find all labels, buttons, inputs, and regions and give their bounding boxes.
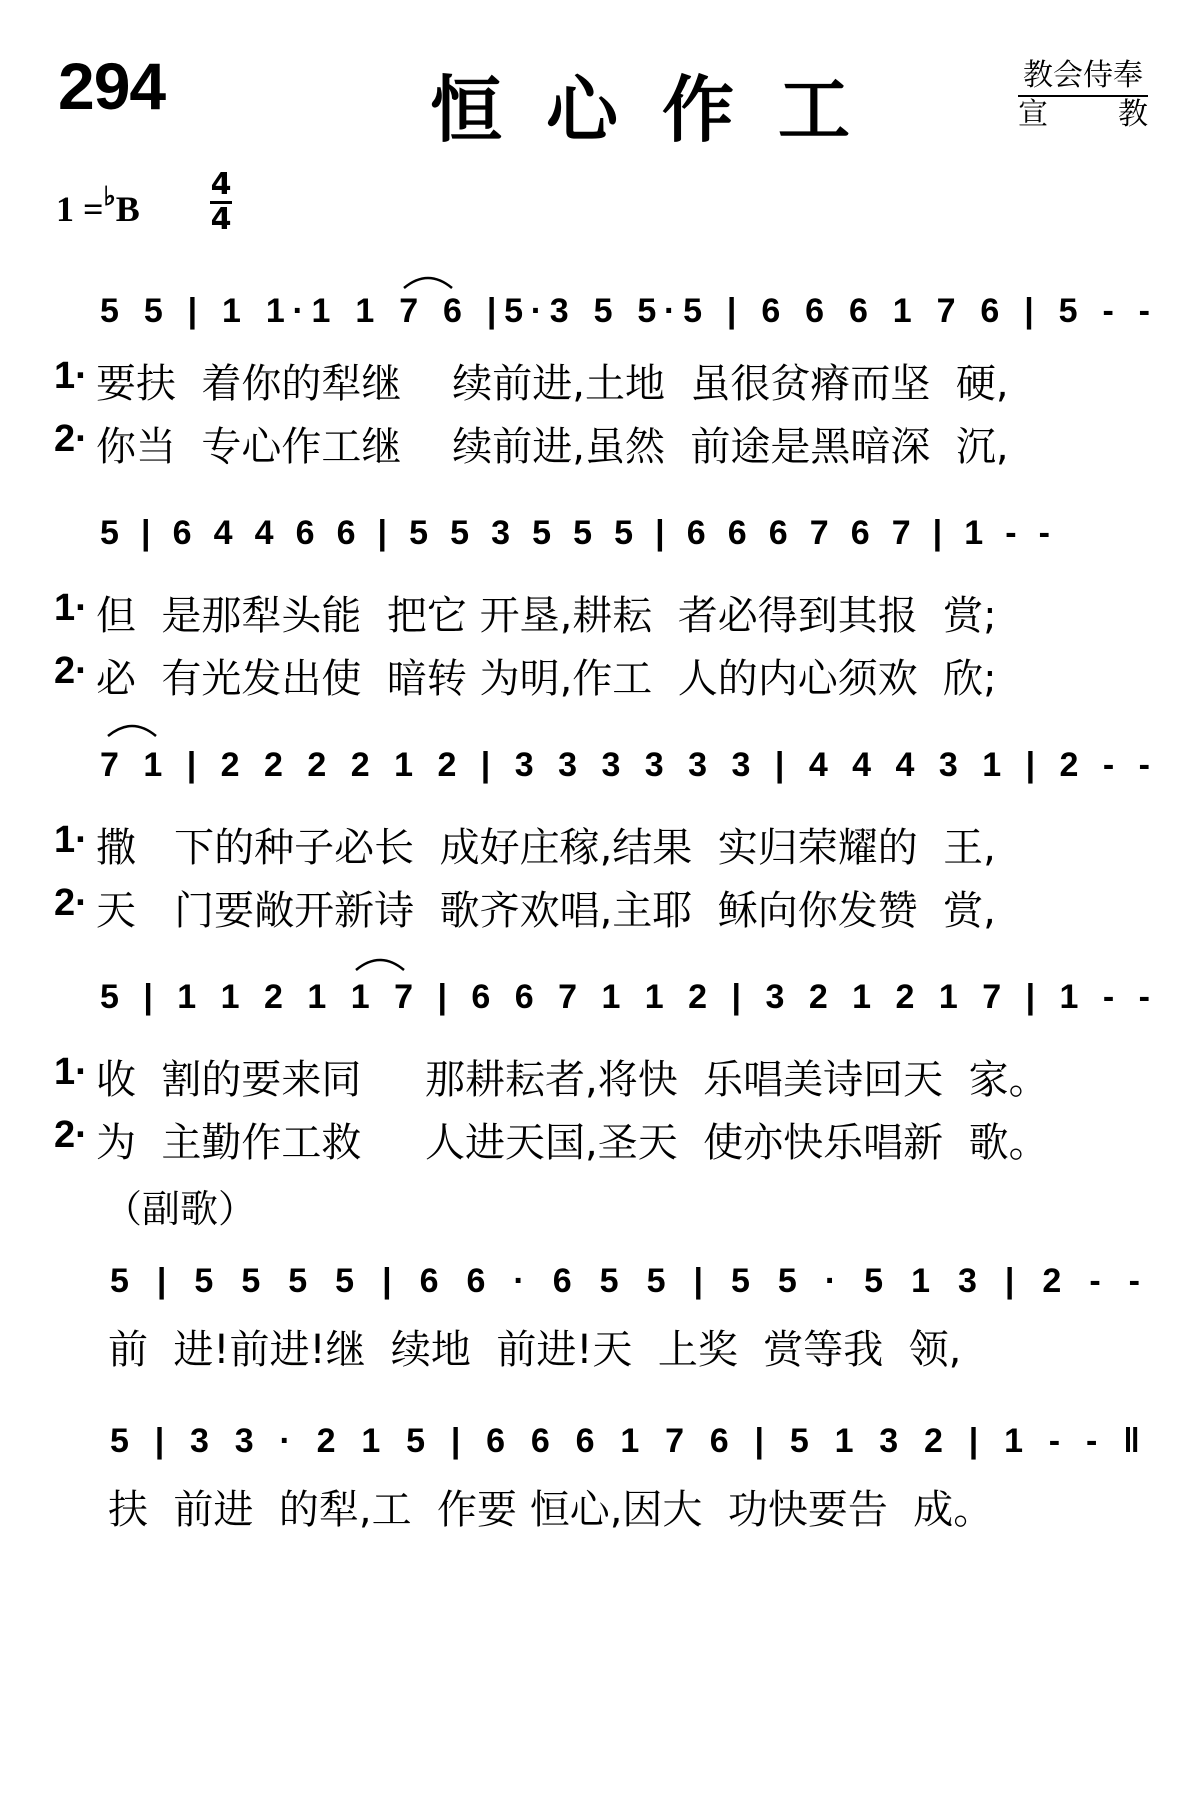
- notation-line-6: 5 | 3 3 · 2 1 5 | 6 6 6 1 7 6 | 5 1 3 2 | 1 - - ‖: [110, 1422, 1140, 1460]
- chorus-label: （副歌）: [104, 1187, 257, 1231]
- chorus-lyric-line: 扶 前进 的犁,工 作要 恒心,因大 功快要告 成。: [108, 1487, 994, 1533]
- lyric-line: 天 门要敞开新诗 歌齐欢唱,主耶 稣向你发赞 赏,: [96, 888, 996, 934]
- verse-number: 1·: [54, 355, 88, 397]
- verse-number: 1·: [54, 587, 88, 629]
- verse-number: 2·: [54, 650, 88, 692]
- flat-sign: ♭: [103, 182, 116, 211]
- slur-2: [108, 726, 156, 736]
- lyric-line: 要扶 着你的犁继 续前进,土地 虽很贫瘠而坚 硬,: [96, 361, 1009, 407]
- verse-number: 1·: [54, 819, 88, 861]
- verse-number: 2·: [54, 882, 88, 924]
- system-2: [100, 514, 1050, 552]
- meter-bottom: 4: [210, 202, 232, 237]
- system-3: [100, 746, 1150, 784]
- meter-top: 4: [210, 167, 232, 202]
- lyric-line: 收 割的要来同 那耕耘者,将快 乐唱美诗回天 家。: [96, 1057, 1049, 1103]
- credit-author: 教会侍奉: [1018, 58, 1148, 97]
- notation-line-3: 7 1 | 2 2 2 2 1 2 | 3 3 3 3 3 3 | 4 4 4 3 1 | 2 - -: [100, 746, 1151, 784]
- notation-line-1: 5 5 | 1 1·1 1 7 6 |5·3 5 5·5 | 6 6 6 1 7 6 | 5 - -: [100, 292, 1151, 330]
- system-5: [110, 1262, 1140, 1300]
- credit-category-a: 宣: [1018, 97, 1048, 132]
- verse-number: 1·: [54, 1051, 88, 1093]
- verse-number: 2·: [54, 1114, 88, 1156]
- hymn-title: 恒心作工: [430, 67, 895, 152]
- notation-line-2: 5 | 6 4 4 6 6 | 5 5 3 5 5 5 | 6 6 6 7 6 7 | 1 - -: [100, 514, 1050, 552]
- credit-category-b: 教: [1118, 97, 1148, 132]
- chorus-lyric-line: 前 进!前进!继 续地 前进!天 上奖 赏等我 领,: [108, 1327, 962, 1373]
- lyric-line: 你当 专心作工继 续前进,虽然 前途是黑暗深 沉,: [96, 424, 1009, 470]
- system-1: [100, 292, 1150, 330]
- hymn-number: 294: [58, 49, 166, 123]
- lyric-line: 必 有光发出使 暗转 为明,作工 人的内心须欢 欣;: [96, 656, 997, 702]
- slur-1: [404, 278, 452, 288]
- verse-number: 2·: [54, 418, 88, 460]
- slur-3: [356, 960, 404, 970]
- lyric-line: 撒 下的种子必长 成好庄稼,结果 实归荣耀的 王,: [96, 825, 996, 871]
- lyric-line: 但 是那犁头能 把它 开垦,耕耘 者必得到其报 赏;: [96, 593, 997, 639]
- lyric-line: 为 主勤作工救 人进天国,圣天 使亦快乐唱新 歌。: [96, 1120, 1049, 1166]
- key-note: B: [115, 189, 140, 229]
- system-4: [100, 978, 1150, 1016]
- key-prefix: 1 =: [56, 189, 104, 229]
- notation-line-4: 5 | 1 1 2 1 1 7 | 6 6 7 1 1 2 | 3 2 1 2 1 7 | 1 - -: [100, 978, 1151, 1016]
- system-6: [110, 1422, 1140, 1460]
- notation-line-5: 5 | 5 5 5 5 | 6 6 · 6 5 5 | 5 5 · 5 1 3 | 2 - -: [110, 1262, 1140, 1300]
